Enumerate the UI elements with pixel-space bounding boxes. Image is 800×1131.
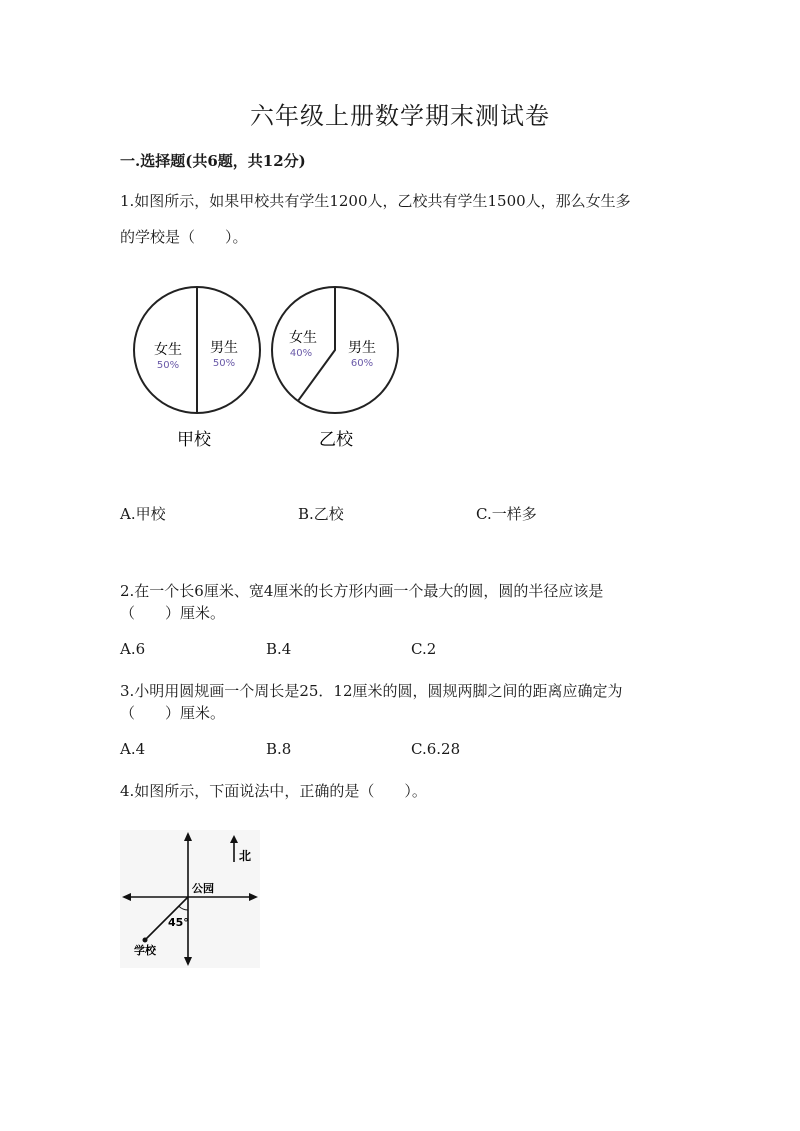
pie-b-label-boys: 男生 <box>348 340 376 356</box>
angle-label: 45° <box>168 916 189 929</box>
pie-charts-figure <box>120 275 420 460</box>
question-1-option-c: C.一样多 <box>476 505 537 523</box>
question-2-line-2: （ ）厘米。 <box>120 604 226 622</box>
park-label: 公园 <box>192 882 214 895</box>
question-3-line-2: （ ）厘米。 <box>120 704 226 722</box>
pie-a-value-girls: 50% <box>156 360 180 371</box>
question-1-line-2: 的学校是（ ）。 <box>120 228 248 246</box>
page-title: 六年级上册数学期末测试卷 <box>250 102 550 130</box>
section-heading: 一.选择题(共6题，共12分) <box>120 152 306 170</box>
question-3-option-c: C.6.28 <box>411 740 461 758</box>
question-4-line-1: 4.如图所示，下面说法中，正确的是（ ）。 <box>120 782 427 800</box>
pie-b-value-boys: 60% <box>350 358 374 369</box>
question-2-option-b: B.4 <box>266 640 292 658</box>
question-1-line-1: 1.如图所示，如果甲校共有学生1200人，乙校共有学生1500人，那么女生多 <box>120 192 631 210</box>
pie-a-value-boys: 50% <box>212 358 236 369</box>
direction-map-figure <box>120 830 260 970</box>
pie-a-label-girls: 女生 <box>154 342 182 358</box>
pie-b-label-girls: 女生 <box>289 330 317 346</box>
question-1-option-b: B.乙校 <box>298 505 344 523</box>
pie-b-title: 乙校 <box>319 430 353 450</box>
question-3-option-b: B.8 <box>266 740 292 758</box>
question-2-option-a: A.6 <box>120 640 146 658</box>
question-3-line-1: 3.小明用圆规画一个周长是25．12厘米的圆，圆规两脚之间的距离应确定为 <box>120 682 623 700</box>
school-label: 学校 <box>134 944 156 957</box>
pie-a-label-boys: 男生 <box>210 340 238 356</box>
question-1-option-a: A.甲校 <box>120 505 166 523</box>
school-point <box>143 938 148 943</box>
question-3-option-a: A.4 <box>120 740 146 758</box>
pie-a-title: 甲校 <box>177 430 211 450</box>
pie-b-value-girls: 40% <box>289 348 313 359</box>
question-2-option-c: C.2 <box>411 640 437 658</box>
question-2-line-1: 2.在一个长6厘米、宽4厘米的长方形内画一个最大的圆，圆的半径应该是 <box>120 582 604 600</box>
north-label: 北 <box>239 849 252 863</box>
